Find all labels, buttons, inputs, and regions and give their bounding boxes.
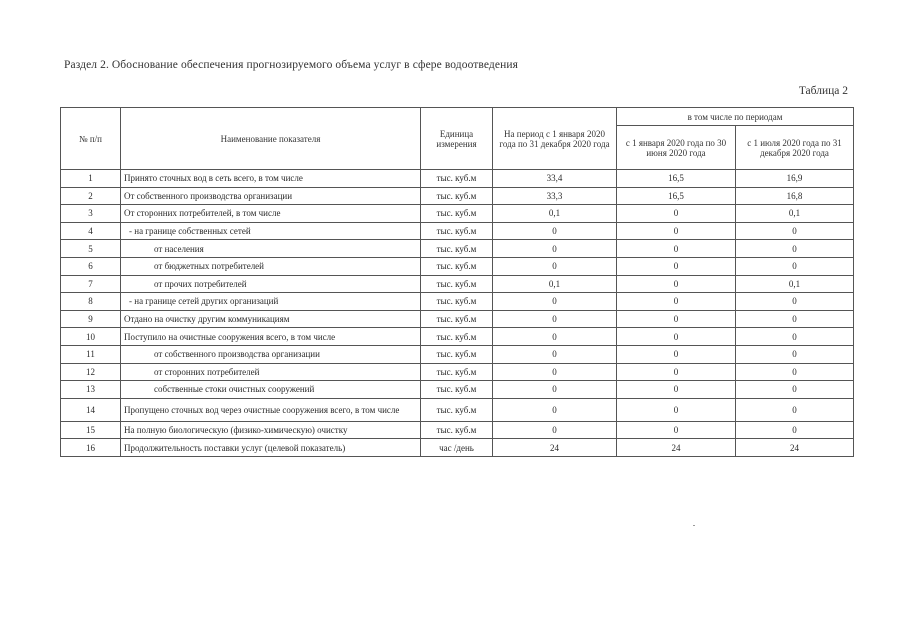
cell-half2: 0 bbox=[736, 398, 854, 421]
cell-unit: тыс. куб.м bbox=[421, 363, 493, 381]
cell-name: - на границе собственных сетей bbox=[121, 222, 421, 240]
cell-unit: тыс. куб.м bbox=[421, 205, 493, 223]
cell-num: 14 bbox=[61, 398, 121, 421]
cell-num: 10 bbox=[61, 328, 121, 346]
header-num: № п/п bbox=[61, 108, 121, 170]
cell-half1: 0 bbox=[617, 381, 736, 399]
header-row bbox=[61, 108, 854, 126]
cell-half1: 0 bbox=[617, 275, 736, 293]
cell-half1: 0 bbox=[617, 398, 736, 421]
table-row bbox=[61, 170, 854, 188]
cell-total: 24 bbox=[493, 439, 617, 457]
cell-unit: тыс. куб.м bbox=[421, 222, 493, 240]
cell-half2: 0 bbox=[736, 345, 854, 363]
cell-total: 0,1 bbox=[493, 275, 617, 293]
table-row bbox=[61, 363, 854, 381]
cell-half2: 24 bbox=[736, 439, 854, 457]
cell-unit: тыс. куб.м bbox=[421, 293, 493, 311]
cell-name: собственные стоки очистных сооружений bbox=[121, 381, 421, 399]
cell-half1: 0 bbox=[617, 205, 736, 223]
cell-num: 15 bbox=[61, 421, 121, 439]
cell-unit: тыс. куб.м bbox=[421, 310, 493, 328]
cell-num: 3 bbox=[61, 205, 121, 223]
table-row bbox=[61, 222, 854, 240]
cell-half1: 0 bbox=[617, 257, 736, 275]
cell-name: от собственного производства организации bbox=[121, 345, 421, 363]
cell-unit: тыс. куб.м bbox=[421, 275, 493, 293]
cell-total: 0 bbox=[493, 345, 617, 363]
cell-unit: тыс. куб.м bbox=[421, 398, 493, 421]
cell-half2: 16,9 bbox=[736, 170, 854, 188]
cell-total: 0 bbox=[493, 240, 617, 258]
table-label: Таблица 2 bbox=[798, 85, 848, 97]
header-unit: Единица измерения bbox=[421, 108, 493, 170]
table-row bbox=[61, 257, 854, 275]
cell-num: 2 bbox=[61, 187, 121, 205]
cell-name: от населения bbox=[121, 240, 421, 258]
table-row bbox=[61, 439, 854, 457]
cell-name: От сторонних потребителей, в том числе bbox=[121, 205, 421, 223]
cell-name: Отдано на очистку другим коммуникациям bbox=[121, 310, 421, 328]
cell-half2: 0 bbox=[736, 257, 854, 275]
cell-half1: 0 bbox=[617, 310, 736, 328]
cell-unit: тыс. куб.м bbox=[421, 421, 493, 439]
header-name: Наименование показателя bbox=[121, 108, 421, 170]
section-heading: Раздел 2. Обоснование обеспечения прогнозируемого объема услуг в сфере водоотведения bbox=[64, 59, 518, 71]
cell-name: - на границе сетей других организаций bbox=[121, 293, 421, 311]
cell-num: 16 bbox=[61, 439, 121, 457]
cell-half1: 0 bbox=[617, 363, 736, 381]
cell-unit: тыс. куб.м bbox=[421, 170, 493, 188]
cell-name: Принято сточных вод в сеть всего, в том числе bbox=[121, 170, 421, 188]
cell-total: 0 bbox=[493, 398, 617, 421]
table-row bbox=[61, 240, 854, 258]
data-table bbox=[60, 107, 854, 457]
cell-half2: 0 bbox=[736, 240, 854, 258]
table-row bbox=[61, 187, 854, 205]
cell-name: от прочих потребителей bbox=[121, 275, 421, 293]
cell-total: 33,3 bbox=[493, 187, 617, 205]
cell-half2: 0 bbox=[736, 293, 854, 311]
cell-half1: 24 bbox=[617, 439, 736, 457]
cell-half1: 0 bbox=[617, 222, 736, 240]
cell-name: Поступило на очистные сооружения всего, в том числе bbox=[121, 328, 421, 346]
cell-name: От собственного производства организации bbox=[121, 187, 421, 205]
table-row bbox=[61, 398, 854, 421]
cell-total: 0 bbox=[493, 363, 617, 381]
cell-num: 13 bbox=[61, 381, 121, 399]
cell-name: от бюджетных потребителей bbox=[121, 257, 421, 275]
cell-total: 0 bbox=[493, 293, 617, 311]
table-row bbox=[61, 310, 854, 328]
table-row bbox=[61, 328, 854, 346]
cell-total: 0 bbox=[493, 257, 617, 275]
cell-half2: 0 bbox=[736, 328, 854, 346]
cell-total: 0 bbox=[493, 381, 617, 399]
cell-total: 33,4 bbox=[493, 170, 617, 188]
cell-num: 7 bbox=[61, 275, 121, 293]
cell-half2: 0 bbox=[736, 381, 854, 399]
cell-unit: тыс. куб.м bbox=[421, 257, 493, 275]
cell-unit: час /день bbox=[421, 439, 493, 457]
cell-num: 4 bbox=[61, 222, 121, 240]
cell-half2: 0 bbox=[736, 421, 854, 439]
cell-half2: 0 bbox=[736, 222, 854, 240]
header-period: На период с 1 января 2020 года по 31 декабря 2020 года bbox=[493, 108, 617, 170]
cell-num: 12 bbox=[61, 363, 121, 381]
header-half1: с 1 января 2020 года по 30 июня 2020 года bbox=[617, 126, 736, 170]
table-row bbox=[61, 345, 854, 363]
cell-name: На полную биологическую (физико-химическую) очистку bbox=[121, 421, 421, 439]
cell-unit: тыс. куб.м bbox=[421, 381, 493, 399]
cell-half1: 0 bbox=[617, 345, 736, 363]
cell-total: 0 bbox=[493, 328, 617, 346]
cell-half1: 0 bbox=[617, 421, 736, 439]
cell-name: Пропущено сточных вод через очистные сооружения всего, в том числе bbox=[121, 398, 421, 421]
table-row bbox=[61, 381, 854, 399]
cell-total: 0,1 bbox=[493, 205, 617, 223]
cell-unit: тыс. куб.м bbox=[421, 187, 493, 205]
table-row bbox=[61, 275, 854, 293]
cell-num: 8 bbox=[61, 293, 121, 311]
cell-half2: 0,1 bbox=[736, 275, 854, 293]
cell-unit: тыс. куб.м bbox=[421, 240, 493, 258]
table-row bbox=[61, 293, 854, 311]
cell-half2: 0 bbox=[736, 363, 854, 381]
cell-unit: тыс. куб.м bbox=[421, 345, 493, 363]
cell-half2: 0,1 bbox=[736, 205, 854, 223]
cell-num: 11 bbox=[61, 345, 121, 363]
header-by-periods: в том числе по периодам bbox=[617, 108, 854, 126]
cell-name: от сторонних потребителей bbox=[121, 363, 421, 381]
cell-half2: 0 bbox=[736, 310, 854, 328]
cell-half1: 16,5 bbox=[617, 187, 736, 205]
cell-half1: 0 bbox=[617, 240, 736, 258]
cell-total: 0 bbox=[493, 421, 617, 439]
cell-name: Продолжительность поставки услуг (целевой показатель) bbox=[121, 439, 421, 457]
header-half2: с 1 июля 2020 года по 31 декабря 2020 года bbox=[736, 126, 854, 170]
table-row bbox=[61, 205, 854, 223]
cell-half2: 16,8 bbox=[736, 187, 854, 205]
cell-half1: 16,5 bbox=[617, 170, 736, 188]
cell-unit: тыс. куб.м bbox=[421, 328, 493, 346]
cell-num: 6 bbox=[61, 257, 121, 275]
cell-half1: 0 bbox=[617, 328, 736, 346]
cell-num: 1 bbox=[61, 170, 121, 188]
cell-half1: 0 bbox=[617, 293, 736, 311]
table-row bbox=[61, 421, 854, 439]
scan-speck bbox=[693, 525, 695, 526]
cell-num: 9 bbox=[61, 310, 121, 328]
cell-total: 0 bbox=[493, 310, 617, 328]
cell-total: 0 bbox=[493, 222, 617, 240]
cell-num: 5 bbox=[61, 240, 121, 258]
